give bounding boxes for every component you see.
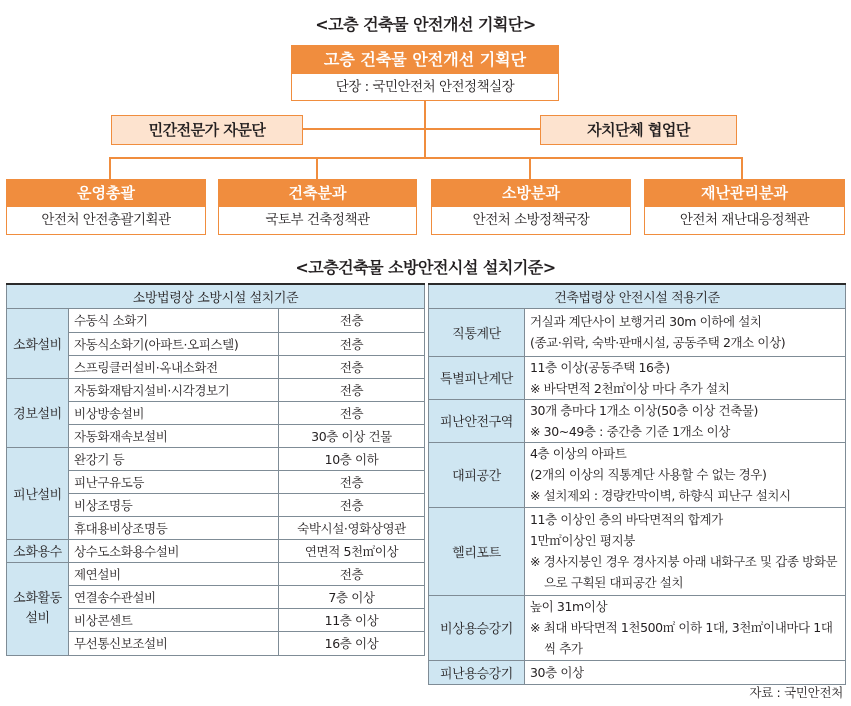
connector-divisions-bar: [109, 157, 742, 159]
building-desc: [525, 595, 846, 660]
division-sub: 안전처 재난대응정책관: [644, 207, 845, 235]
fire-table-header: 소방법령상 소방시설 설치기준: [7, 284, 425, 308]
connector-division-2: [316, 157, 318, 179]
building-desc: [525, 507, 846, 595]
fire-item-name: 무선통신보조설비: [69, 631, 279, 655]
building-desc: [525, 308, 846, 356]
source-note: 자료 : 국민안전처: [749, 685, 843, 700]
fire-item-value: 연면적 5천㎡이상: [279, 539, 425, 562]
building-desc-line: (2개의 이상의 직통계단 사용할 수 없는 경우): [530, 467, 767, 482]
division-name: 재난관리분과: [644, 179, 845, 207]
division-sub: 국토부 건축정책관: [218, 207, 417, 235]
building-table-header: 건축법령상 안전시설 적용기준: [429, 284, 846, 308]
building-category: 헬리포트: [429, 507, 525, 595]
org-top-sub: 단장 : 국민안전처 안전정책실장: [291, 74, 559, 101]
building-desc-line: (종교·위락, 숙박·판매시설, 공동주택 2개소 이상): [530, 335, 786, 350]
fire-item-name: 완강기 등: [69, 447, 279, 470]
building-category: 피난용승강기: [429, 660, 525, 684]
building-desc-line: ※ 설치제외 : 경량칸막이벽, 하향식 피난구 설치시: [530, 488, 791, 503]
building-desc-line: 11층 이상인 층의 바닥면적의 합계가: [530, 512, 723, 527]
building-category: 대피공간: [429, 442, 525, 507]
fire-item-value: 11층 이상: [279, 608, 425, 631]
building-desc-line: ※ 최대 바닥면적 1천500㎡ 이하 1대, 3천㎡이내마다 1대씩 추가: [530, 620, 833, 656]
fire-item-value: 전층: [279, 378, 425, 401]
fire-item-name: 휴대용비상조명등: [69, 516, 279, 539]
fire-item-name: 스프링클러설비·옥내소화전: [69, 355, 279, 378]
fire-category: [7, 562, 69, 655]
advisor-civil-experts: 민간전문가 자문단: [111, 115, 303, 145]
fire-item-value: 16층 이상: [279, 631, 425, 655]
building-desc-line: 4층 이상의 아파트: [530, 446, 627, 461]
building-category: 직통계단: [429, 308, 525, 356]
fire-item-name: 비상조명등: [69, 493, 279, 516]
fire-item-name: 자동화재속보설비: [69, 424, 279, 447]
fire-item-name: 수동식 소화기: [69, 308, 279, 332]
fire-item-name: 상수도소화용수설비: [69, 539, 279, 562]
fire-category: 피난설비: [7, 447, 69, 539]
fire-item-value: 전층: [279, 332, 425, 355]
fire-category: 경보설비: [7, 378, 69, 447]
division-name: 소방분과: [431, 179, 631, 207]
fire-item-name: 비상방송설비: [69, 401, 279, 424]
connector-advisors: [303, 128, 540, 130]
building-desc: [525, 660, 846, 684]
building-desc-line: 30개 층마다 1개소 이상(50층 이상 건축물): [530, 402, 759, 418]
division-box-operations: [6, 179, 206, 235]
building-category: 특별피난계단: [429, 356, 525, 399]
division-sub: 안전처 소방정책국장: [431, 207, 631, 235]
fire-item-name: 자동화재탐지설비·시각경보기: [69, 378, 279, 401]
division-name: 운영총괄: [6, 179, 206, 207]
connector-division-1: [109, 157, 111, 179]
fire-item-value: 전층: [279, 401, 425, 424]
org-chart-title: <고층 건축물 안전개선 기획단>: [315, 15, 536, 34]
fire-item-name: 제연설비: [69, 562, 279, 585]
fire-item-name: 피난구유도등: [69, 470, 279, 493]
building-desc-line: 거실과 계단사이 보행거리 30m 이하에 설치: [530, 314, 762, 329]
connector-division-4: [741, 157, 743, 179]
fire-item-value: 전층: [279, 308, 425, 332]
advisor-local-gov: 자치단체 협업단: [540, 115, 737, 145]
fire-category: 소화설비: [7, 308, 69, 378]
division-box-fire: [431, 179, 631, 235]
division-box-building: [218, 179, 417, 235]
fire-item-name: 자동식소화기(아파트·오피스텔): [69, 332, 279, 355]
division-name: 건축분과: [218, 179, 417, 207]
building-desc: [525, 399, 846, 442]
building-category: 피난안전구역: [429, 399, 525, 442]
division-box-disaster: [644, 179, 845, 235]
building-desc-line: ※ 30~49층 : 중간층 기준 1개소 이상: [530, 423, 730, 439]
fire-item-name: 비상콘센트: [69, 608, 279, 631]
fire-standards-table: [6, 283, 425, 656]
fire-item-name: 연결송수관설비: [69, 585, 279, 608]
building-desc-line: 30층 이상: [530, 664, 584, 680]
building-desc-line: 1만㎡이상인 평지붕: [530, 533, 635, 548]
fire-item-value: 7층 이상: [279, 585, 425, 608]
fire-item-value: 전층: [279, 562, 425, 585]
fire-category: 소화용수: [7, 539, 69, 562]
building-desc: [525, 442, 846, 507]
fire-item-value: 전층: [279, 470, 425, 493]
fire-item-value: 전층: [279, 355, 425, 378]
building-standards-table: [428, 283, 846, 685]
fire-item-value: 숙박시설·영화상영관: [279, 516, 425, 539]
org-top-name: 고층 건축물 안전개선 기획단: [291, 45, 559, 74]
connector-division-3: [529, 157, 531, 179]
fire-item-value: 10층 이하: [279, 447, 425, 470]
building-desc-line: 11층 이상(공동주택 16층): [530, 359, 670, 375]
org-top-box: [291, 45, 559, 101]
fire-item-value: 30층 이상 건물: [279, 424, 425, 447]
building-desc-line: 높이 31m이상: [530, 599, 608, 614]
standards-title: <고층건축물 소방안전시설 설치기준>: [295, 258, 556, 277]
fire-category-text: 소화활동설비: [13, 590, 62, 626]
building-desc: [525, 356, 846, 399]
building-category: 비상용승강기: [429, 595, 525, 660]
building-desc-line: ※ 경사지붕인 경우 경사지붕 아래 내화구조 및 갑종 방화문으로 구획된 대피공간 설치: [530, 554, 838, 590]
division-sub: 안전처 안전총괄기획관: [6, 207, 206, 235]
building-desc-line: ※ 바닥면적 2천㎡이상 마다 추가 설치: [530, 380, 730, 396]
fire-item-value: 전층: [279, 493, 425, 516]
